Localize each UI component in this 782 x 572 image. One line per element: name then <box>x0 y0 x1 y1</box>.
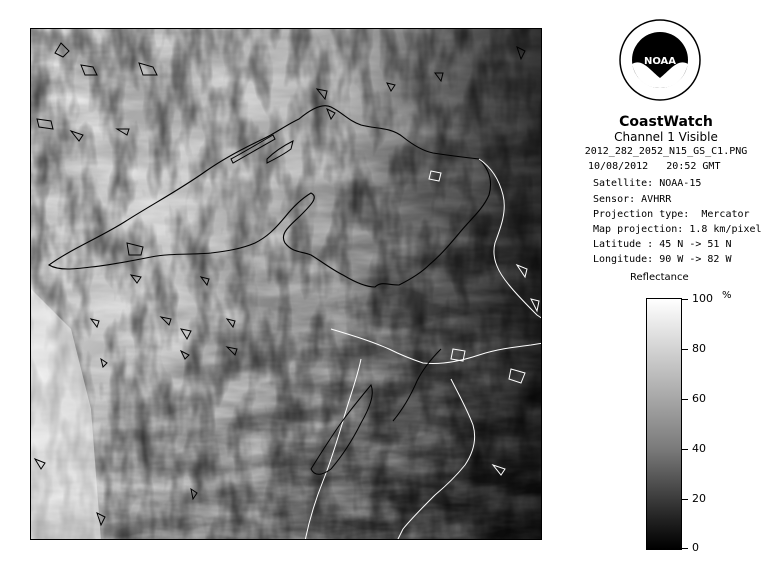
tick-mark <box>682 449 688 450</box>
reflectance-colorbar <box>646 298 682 550</box>
noaa-logo <box>618 18 702 102</box>
product-title: CoastWatch <box>619 114 713 130</box>
channel-title: Channel 1 Visible <box>614 130 718 144</box>
legend-title: Reflectance <box>630 272 689 283</box>
tick-label-80: 80 <box>692 342 706 355</box>
tick-mark <box>682 399 688 400</box>
sensor-info: Sensor: AVHRR <box>593 194 672 205</box>
file-name: 2012_282_2052_N15_GS_C1.PNG <box>584 146 748 157</box>
tick-label-20: 20 <box>692 492 706 505</box>
satellite-info: Satellite: NOAA-15 <box>593 178 702 189</box>
date-time <box>588 161 720 172</box>
satellite-map <box>30 28 542 540</box>
time-label: 20:52 GMT <box>666 161 721 172</box>
longitude-info: Longitude: 90 W -> 82 W <box>593 254 732 265</box>
logo-text: NOAA <box>643 56 677 67</box>
latitude-info: Latitude : 45 N -> 51 N <box>593 239 732 250</box>
tick-label-40: 40 <box>692 442 706 455</box>
tick-mark <box>682 499 688 500</box>
tick-label-100: 100 <box>692 292 713 305</box>
map-projection-info: Map projection: 1.8 km/pixel <box>593 224 762 235</box>
date-label: 10/08/2012 <box>588 161 649 172</box>
tick-mark <box>682 349 688 350</box>
tick-mark <box>682 299 688 300</box>
satellite-image <box>31 29 542 540</box>
tick-label-0: 0 <box>692 541 699 554</box>
tick-label-60: 60 <box>692 392 706 405</box>
tick-mark <box>682 548 688 549</box>
legend-unit: % <box>722 290 732 301</box>
projection-type-info: Projection type: Mercator <box>593 209 750 220</box>
